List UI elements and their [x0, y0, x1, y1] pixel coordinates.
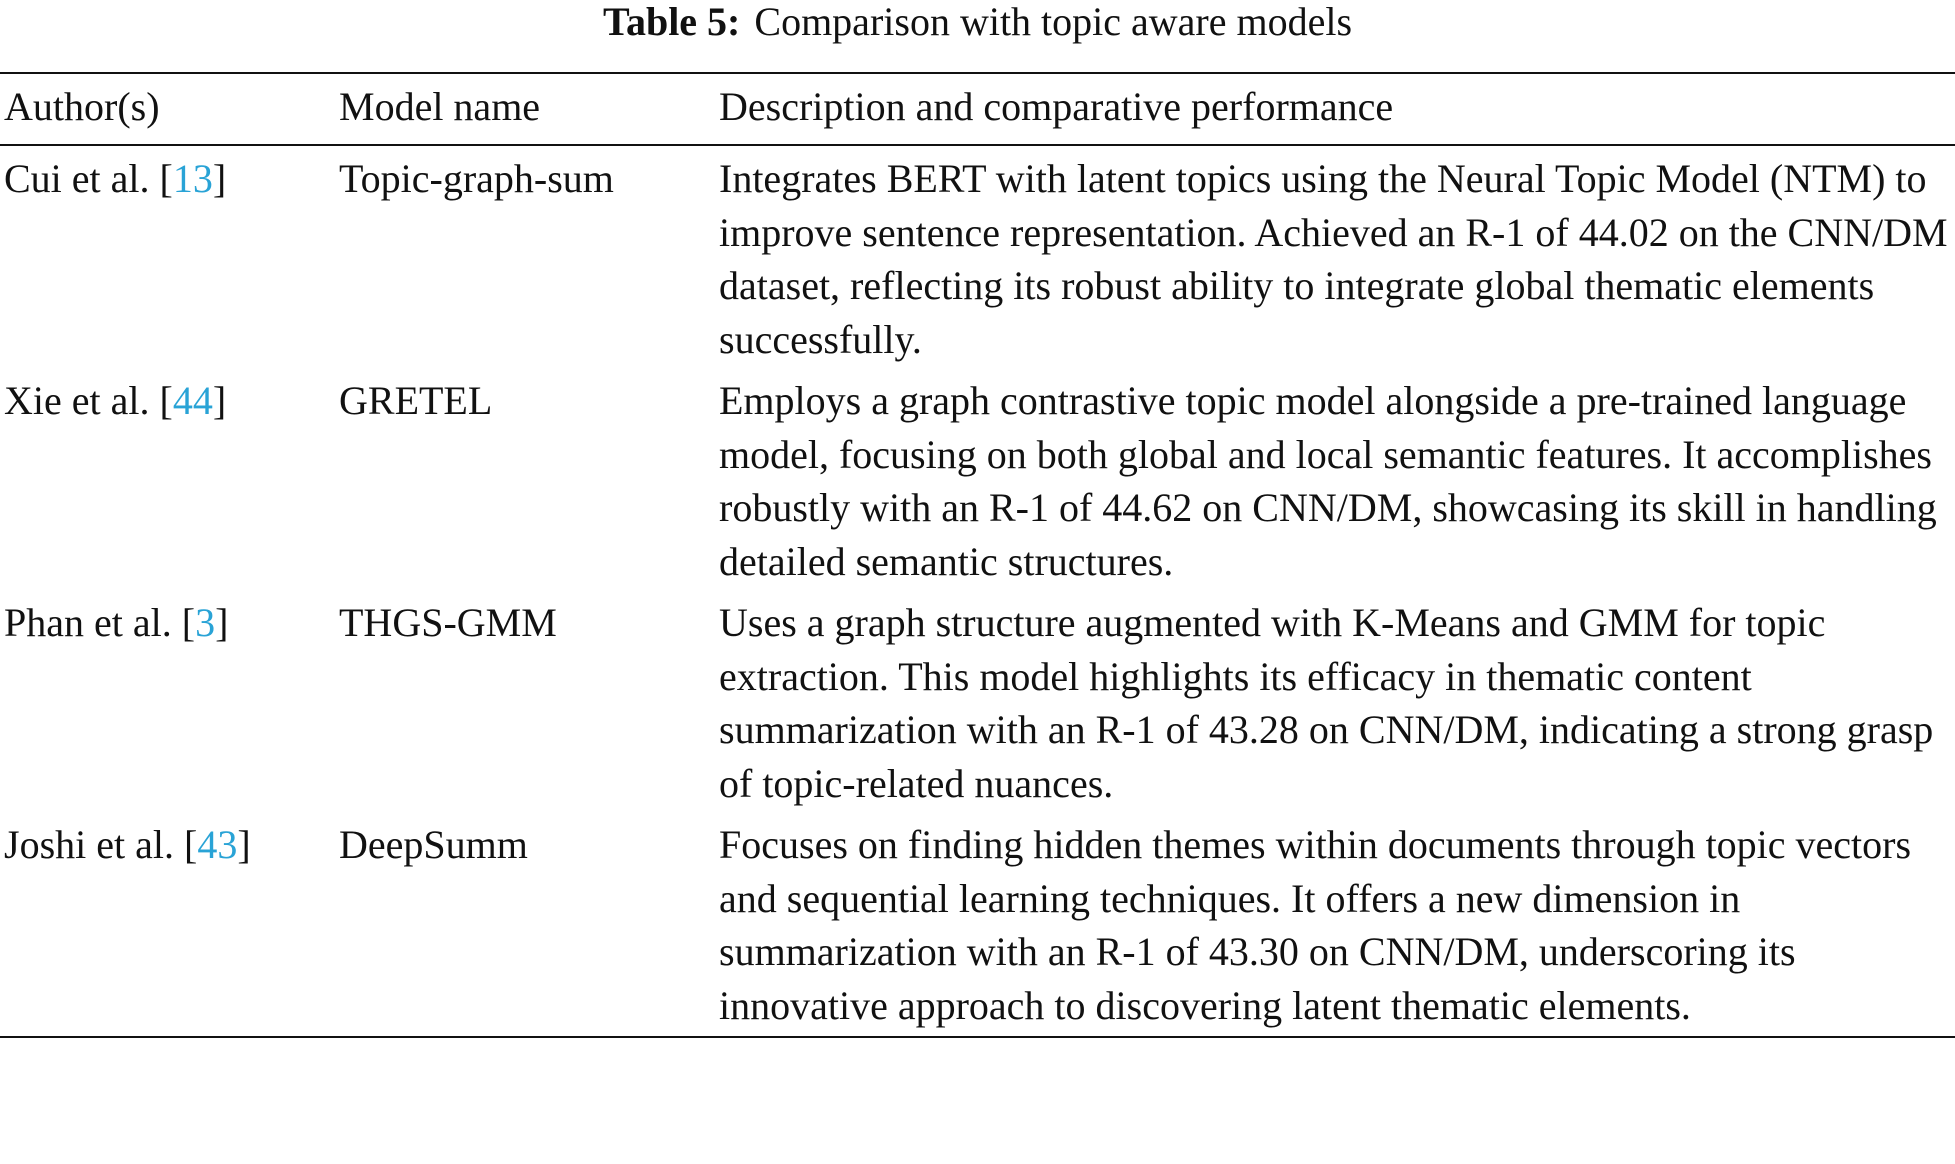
table-caption	[0, 0, 1955, 44]
description-cell: Employs a graph contrastive topic model alongside a pre-trained language model, focusing on both global and local semantic features. It accomplishes robustly with an R-1 of 44.62 on CNN/DM, showcasing its skill in handling detailed semantic structures.	[719, 378, 1937, 584]
model-name-cell: GRETEL	[339, 378, 493, 423]
table-row	[0, 145, 1955, 370]
table-row	[0, 370, 1955, 592]
header-authors: Author(s)	[4, 84, 160, 129]
header-description: Description and comparative performance	[719, 84, 1394, 129]
citation-link[interactable]: 13	[172, 156, 213, 201]
model-name-cell: THGS-GMM	[339, 600, 557, 645]
comparison-table	[0, 72, 1955, 1038]
description-cell: Uses a graph structure augmented with K-Means and GMM for topic extraction. This model highlights its efficacy in thematic content summarization with an R-1 of 43.28 on CNN/DM, indicating a strong grasp of topic-related nuances.	[719, 600, 1934, 806]
table-caption-text: Comparison with topic aware models	[754, 0, 1353, 44]
citation-link[interactable]: 43	[197, 822, 238, 867]
author-name: Phan et al.	[4, 600, 172, 645]
description-cell: Focuses on finding hidden themes within documents through topic vectors and sequential learning techniques. It offers a new dimension in summarization with an R-1 of 43.30 on CNN/DM, underscoring its innovative approach to discovering latent thematic elements.	[719, 822, 1912, 1028]
citation-link[interactable]: 3	[195, 600, 216, 645]
model-name-cell: Topic-graph-sum	[339, 156, 614, 201]
author-cell: Joshi et al. [43]	[4, 822, 251, 867]
comparison-table-container	[0, 72, 1955, 1038]
description-cell: Integrates BERT with latent topics using the Neural Topic Model (NTM) to improve sentence representation. Achieved an R-1 of 44.02 on the CNN/DM dataset, reflecting its robust ability to integrate global thematic elements successfully.	[719, 156, 1948, 362]
author-cell: Cui et al. [13]	[4, 156, 227, 201]
table-row	[0, 814, 1955, 1037]
author-name: Cui et al.	[4, 156, 150, 201]
author-cell: Xie et al. [44]	[4, 378, 227, 423]
citation-link[interactable]: 44	[172, 378, 213, 423]
author-name: Xie et al.	[4, 378, 150, 423]
author-name: Joshi et al.	[4, 822, 174, 867]
header-model-name: Model name	[339, 84, 541, 129]
table-caption-label: Table 5:	[602, 0, 741, 44]
model-name-cell: DeepSumm	[339, 822, 528, 867]
table-row	[0, 592, 1955, 814]
table-header-row	[0, 73, 1955, 145]
author-cell: Phan et al. [3]	[4, 600, 229, 645]
